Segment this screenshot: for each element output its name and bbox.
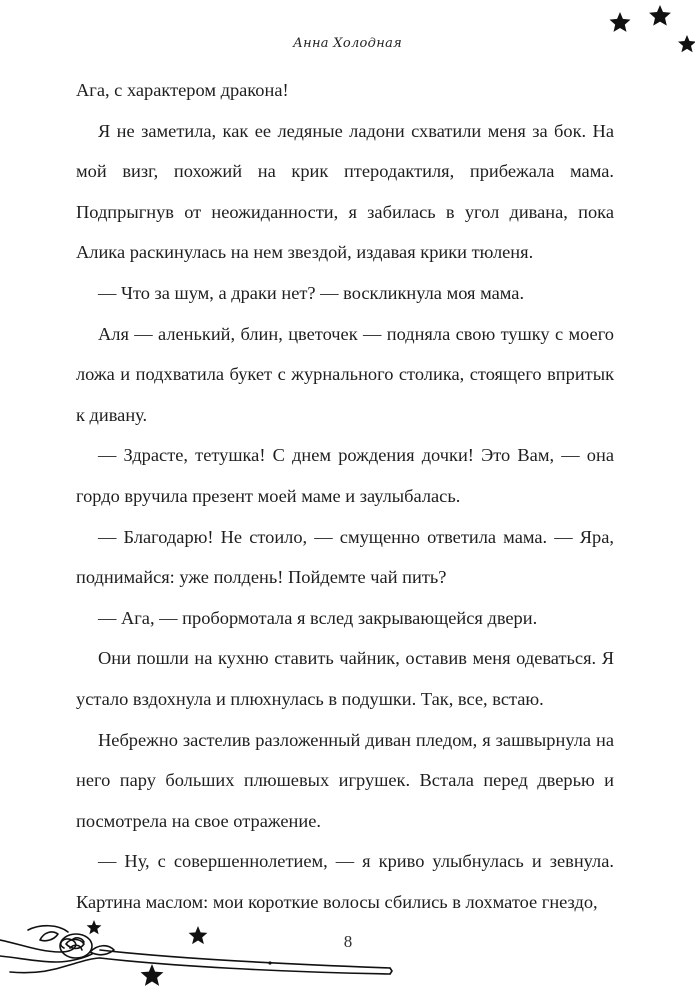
paragraph: — Ну, с совершеннолетием, — я криво улыбнулась и зевнула. Картина маслом: мои короткие волосы сбились в лохматое гнездо, (76, 851, 614, 912)
page-number: 8 (343, 932, 353, 951)
paragraph: — Здрасте, тетушка! С днем рождения дочки! Это Вам, — она гордо вручила презент моей маме и заулыбалась. (76, 445, 614, 506)
star-icon (141, 964, 164, 986)
paragraph: Ага, с характером дракона! (76, 80, 289, 100)
page-body-text (76, 70, 614, 922)
running-title: Анна Холодная (292, 36, 403, 51)
star-icon (189, 926, 208, 944)
paragraph: Я не заметила, как ее ледяные ладони схватили меня за бок. На мой визг, похожий на крик птеродактиля, прибежала мама. Подпрыгнув от неожиданности, я забилась в угол дивана, пока Алика раскинулась на нем звездой, издавая крики тюленя. (76, 120, 614, 263)
paragraph: Аля — аленький, блин, цветочек — подняла свою тушку с моего ложа и подхватила букет с журнального столика, стоящего впритык к дивану. (76, 323, 614, 425)
star-icon (610, 12, 631, 32)
paragraph: — Что за шум, а драки нет? — воскликнула моя мама. (98, 282, 525, 303)
star-icon (678, 35, 695, 52)
paragraph: Они пошли на кухню ставить чайник, оставив меня одеваться. Я устало вздохнула и плюхнулась в подушки. Так, все, встаю. (76, 648, 614, 709)
paragraph: — Благодарю! Не стоило, — смущенно ответила мама. — Яра, поднимайся: уже полдень! Пойдемте чай пить? (76, 526, 614, 588)
paragraph: Небрежно застелив разложенный диван пледом, я зашвырнула на него пару больших плюшевых игрушек. Встала перед дверью и посмотрела на свое отражение. (76, 729, 614, 831)
star-icon (649, 5, 671, 26)
paragraph: — Ага, — пробормотала я вслед закрывающейся двери. (98, 607, 538, 628)
